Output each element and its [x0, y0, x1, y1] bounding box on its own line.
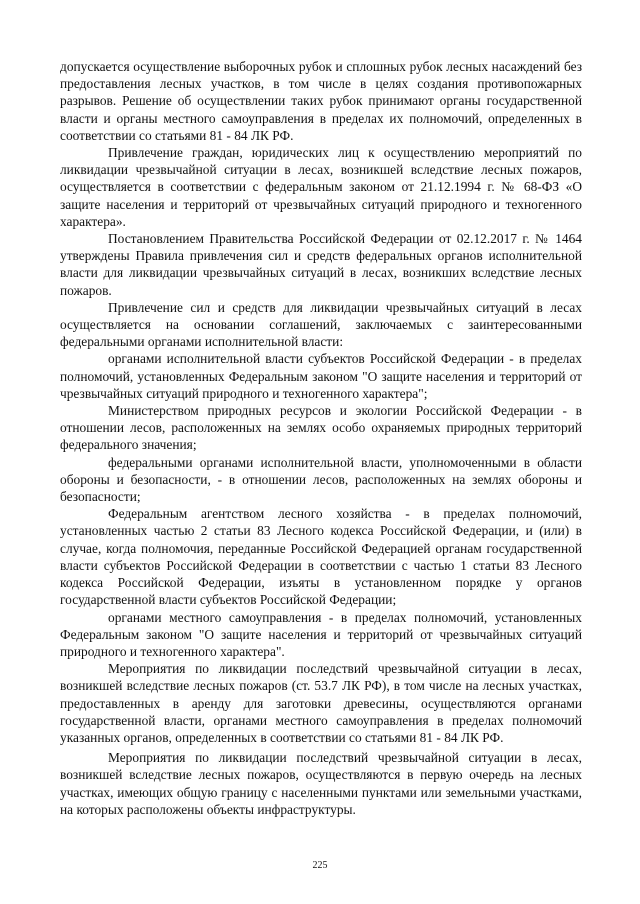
paragraph-10: Мероприятия по ликвидации последствий чрезвычайной ситуации в лесах, возникшей вследствие лесных пожаров (ст. 53.7 ЛК РФ), в том числе на лесных участках, предоставленных в аренду для заготовки древесины, осуществляются органами государственной власти, органами местного самоуправления в пределах полномочий указанных органов, определенных в соответствии со статьями 81 - 84 ЛК РФ. [60, 661, 582, 745]
body-text [60, 58, 582, 818]
page-number: 225 [312, 860, 328, 871]
paragraph-7: федеральными органами исполнительной власти, уполномоченными в области обороны и безопасности, - в отношении лесов, расположенных на землях обороны и безопасности; [60, 454, 582, 505]
paragraph-11: Мероприятия по ликвидации последствий чрезвычайной ситуации в лесах, возникшей вследствие лесных пожаров, осуществляются в первую очередь на лесных участках, имеющих общую границу с населенными пунктами или земельными участками, на которых расположены объекты инфраструктуры. [60, 750, 582, 817]
paragraph-5: органами исполнительной власти субъектов Российской Федерации - в пределах полномочий, установленных Федеральным законом "О защите населения и территорий от чрезвычайных ситуаций природного и техногенного характера"; [60, 351, 582, 401]
paragraph-1: допускается осуществление выборочных рубок и сплошных рубок лесных насаждений без предоставления лесных участков, в том числе в целях создания противопожарных разрывов. Решение об осуществлении таких рубок принимают органы государственной власти и органы местного самоуправления в пределах их полномочий, определенных в соответствии со статьями 81 - 84 ЛК РФ. [60, 59, 582, 143]
paragraph-2: Привлечение граждан, юридических лиц к осуществлению мероприятий по ликвидации чрезвычайной ситуации в лесах, возникшей вследствие лесных пожаров, осуществляется в соответствии с федеральным законом от 21.12.1994 г. № 68-ФЗ «О защите населения и территорий от чрезвычайных ситуаций природного и техногенного характера». [60, 145, 582, 229]
paragraph-9: органами местного самоуправления - в пределах полномочий, установленных Федеральным законом "О защите населения и территорий от чрезвычайных ситуаций природного и техногенного характера". [60, 609, 582, 659]
paragraph-4: Привлечение сил и средств для ликвидации чрезвычайных ситуаций в лесах осуществляется на основании соглашений, заключаемых с заинтересованными федеральными органами исполнительной власти: [60, 299, 582, 350]
paragraph-3: Постановлением Правительства Российской Федерации от 02.12.2017 г. № 1464 утверждены Правила привлечения сил и средств федеральных органов исполнительной власти для ликвидации чрезвычайных ситуаций в лесах, возникших вследствие лесных пожаров. [60, 231, 582, 298]
paragraph-6: Министерством природных ресурсов и экологии Российской Федерации - в отношении лесов, расположенных на землях особо охраняемых природных территорий федерального значения; [60, 403, 582, 453]
paragraph-8: Федеральным агентством лесного хозяйства - в пределах полномочий, установленных частью 2 статьи 83 Лесного кодекса Российской Федерации, и (или) в случае, когда полномочия, переданные Российской Федерацией органам государственной власти субъектов Российской Федерации в соответствии с частью 1 статьи 83 Лесного кодекса Российской Федерации, изъяты в установленном порядке у органов государственной власти субъектов Российской Федерации; [60, 506, 582, 608]
